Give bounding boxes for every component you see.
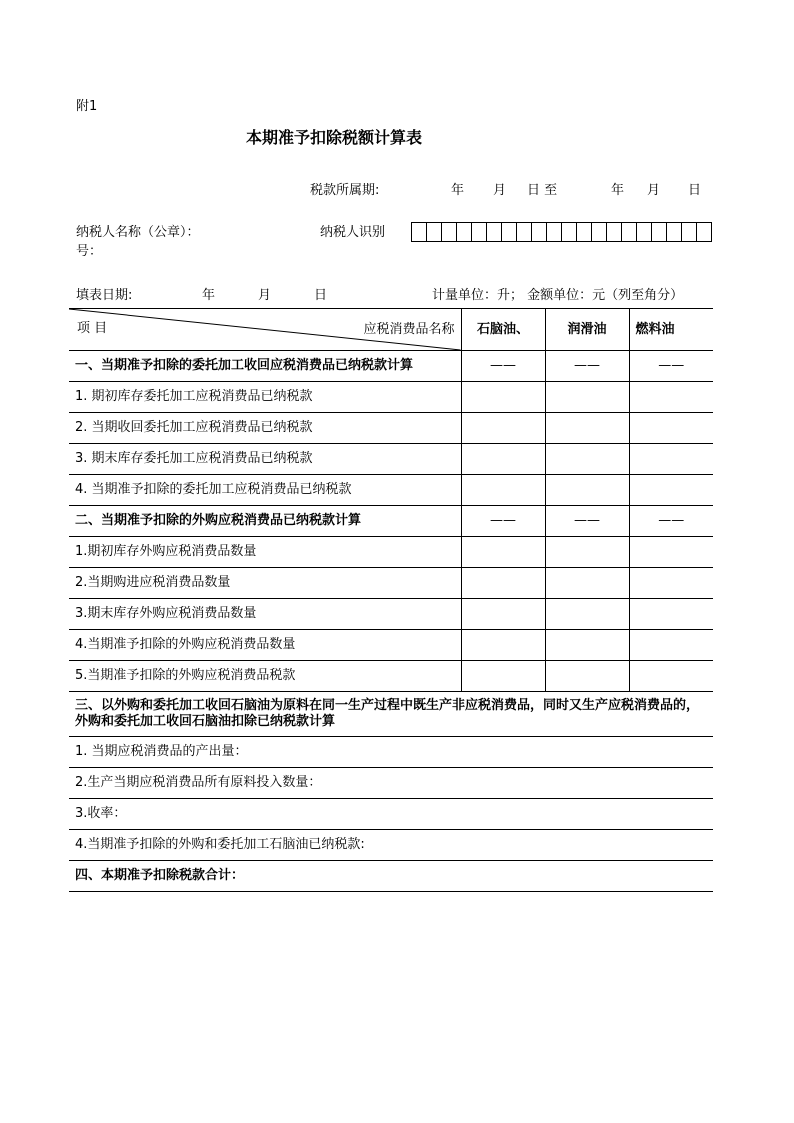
- id-digit-box[interactable]: [577, 222, 592, 242]
- input-cell[interactable]: [545, 475, 629, 506]
- dash-cell: ——: [461, 351, 545, 382]
- row-label: 4.当期准予扣除的外购和委托加工石脑油已纳税款:: [69, 830, 713, 861]
- row-label: 3. 期末库存委托加工应税消费品已纳税款: [69, 444, 461, 475]
- row-label: 4. 当期准予扣除的委托加工应税消费品已纳税款: [69, 475, 461, 506]
- section-row: [69, 351, 713, 382]
- table-row: [69, 768, 713, 799]
- dash-cell: ——: [545, 506, 629, 537]
- id-digit-box[interactable]: [667, 222, 682, 242]
- dash-cell: ——: [629, 351, 713, 382]
- id-digit-box[interactable]: [457, 222, 472, 242]
- dash-cell: ——: [461, 506, 545, 537]
- input-cell[interactable]: [461, 661, 545, 692]
- row-label: 四、本期准予扣除税款合计：: [69, 861, 713, 892]
- id-digit-box[interactable]: [532, 222, 547, 242]
- row-label: 3.期末库存外购应税消费品数量: [69, 599, 461, 630]
- input-cell[interactable]: [461, 599, 545, 630]
- dash-cell: ——: [545, 351, 629, 382]
- id-digit-box[interactable]: [652, 222, 667, 242]
- id-digit-box[interactable]: [472, 222, 487, 242]
- id-digit-box[interactable]: [517, 222, 532, 242]
- tax-period-label: 税款所属期:: [310, 183, 380, 198]
- row-label: 5.当期准予扣除的外购应税消费品税款: [69, 661, 461, 692]
- section-row: [69, 692, 713, 737]
- fill-date-day: 日: [314, 288, 328, 303]
- input-cell[interactable]: [629, 382, 713, 413]
- id-digit-box[interactable]: [427, 222, 442, 242]
- input-cell[interactable]: [461, 537, 545, 568]
- input-cell[interactable]: [461, 382, 545, 413]
- table-row: [69, 737, 713, 768]
- tax-period-month-1: 月: [493, 183, 507, 198]
- input-cell[interactable]: [545, 413, 629, 444]
- table-row: [69, 537, 713, 568]
- input-cell[interactable]: [629, 661, 713, 692]
- table-row: [69, 382, 713, 413]
- consumer-goods-header: 应税消费品名称: [363, 322, 455, 337]
- table-row: [69, 475, 713, 506]
- diagonal-header-cell: [69, 309, 461, 351]
- total-row: [69, 861, 713, 892]
- input-cell[interactable]: [461, 475, 545, 506]
- id-digit-box[interactable]: [592, 222, 607, 242]
- col-naphtha-header: 石脑油、: [461, 309, 545, 351]
- input-cell[interactable]: [629, 444, 713, 475]
- id-digit-box[interactable]: [697, 222, 712, 242]
- dash-cell: ——: [629, 506, 713, 537]
- input-cell[interactable]: [545, 382, 629, 413]
- id-digit-box[interactable]: [487, 222, 502, 242]
- table-row: [69, 599, 713, 630]
- fill-date-month: 月: [258, 288, 272, 303]
- col-lubricant-header: 润滑油: [545, 309, 629, 351]
- input-cell[interactable]: [461, 630, 545, 661]
- input-cell[interactable]: [545, 568, 629, 599]
- table-row: [69, 630, 713, 661]
- input-cell[interactable]: [545, 537, 629, 568]
- input-cell[interactable]: [545, 630, 629, 661]
- input-cell[interactable]: [545, 444, 629, 475]
- row-label: 2. 当期收回委托加工应税消费品已纳税款: [69, 413, 461, 444]
- item-header: 项 目: [77, 321, 108, 336]
- id-digit-box[interactable]: [442, 222, 457, 242]
- row-label: 一、当期准予扣除的委托加工收回应税消费品已纳税款计算: [69, 351, 461, 382]
- input-cell[interactable]: [461, 413, 545, 444]
- table-row: [69, 568, 713, 599]
- table-row: [69, 413, 713, 444]
- tax-period-year-1: 年: [451, 183, 465, 198]
- input-cell[interactable]: [629, 537, 713, 568]
- id-digit-box[interactable]: [547, 222, 562, 242]
- section-row: [69, 506, 713, 537]
- table-row: [69, 830, 713, 861]
- id-digit-box[interactable]: [622, 222, 637, 242]
- table-header-row: [69, 309, 713, 351]
- table-row: [69, 661, 713, 692]
- fill-date-year: 年: [202, 288, 216, 303]
- row-label: 3.收率：: [69, 799, 713, 830]
- id-digit-box[interactable]: [682, 222, 697, 242]
- input-cell[interactable]: [545, 599, 629, 630]
- id-digit-box[interactable]: [502, 222, 517, 242]
- id-digit-box[interactable]: [607, 222, 622, 242]
- id-digit-box[interactable]: [562, 222, 577, 242]
- row-label: 1.期初库存外购应税消费品数量: [69, 537, 461, 568]
- taxpayer-id-boxes[interactable]: [411, 222, 712, 242]
- row-label: 4.当期准予扣除的外购应税消费品数量: [69, 630, 461, 661]
- input-cell[interactable]: [629, 599, 713, 630]
- input-cell[interactable]: [629, 568, 713, 599]
- input-cell[interactable]: [461, 568, 545, 599]
- row-label: 二、当期准予扣除的外购应税消费品已纳税款计算: [69, 506, 461, 537]
- tax-period-year-2: 年: [611, 183, 625, 198]
- fill-date-label: 填表日期:: [76, 288, 133, 303]
- row-label: 2.当期购进应税消费品数量: [69, 568, 461, 599]
- table-row: [69, 799, 713, 830]
- units-note: 计量单位：升； 金额单位：元（列至角分）: [432, 288, 684, 303]
- tax-period-day-2: 日: [688, 183, 702, 198]
- input-cell[interactable]: [629, 475, 713, 506]
- input-cell[interactable]: [629, 630, 713, 661]
- tax-period-month-2: 月: [647, 183, 661, 198]
- taxpayer-name-label-cont: 号：: [76, 244, 103, 259]
- attachment-label: 附1: [76, 99, 98, 114]
- page-title: 本期准予扣除税额计算表: [246, 128, 423, 147]
- col-fuel-oil-header: 燃料油: [629, 309, 713, 351]
- id-digit-box[interactable]: [412, 222, 427, 242]
- id-digit-box[interactable]: [637, 222, 652, 242]
- input-cell[interactable]: [461, 444, 545, 475]
- input-cell[interactable]: [545, 661, 629, 692]
- row-label: 1. 当期应税消费品的产出量：: [69, 737, 713, 768]
- tax-period-day-to: 日 至: [527, 183, 558, 198]
- row-label: 2.生产当期应税消费品所有原料投入数量：: [69, 768, 713, 799]
- table-row: [69, 444, 713, 475]
- row-label: 1. 期初库存委托加工应税消费品已纳税款: [69, 382, 461, 413]
- taxpayer-id-label: 纳税人识别: [320, 225, 386, 240]
- input-cell[interactable]: [629, 413, 713, 444]
- deduction-table: [69, 308, 713, 892]
- taxpayer-name-label: 纳税人名称（公章）：: [76, 225, 200, 240]
- row-label: 三、以外购和委托加工收回石脑油为原料在同一生产过程中既生产非应税消费品，同时又生产应税消费品的，外购和委托加工收回石脑油扣除已纳税款计算: [69, 692, 713, 737]
